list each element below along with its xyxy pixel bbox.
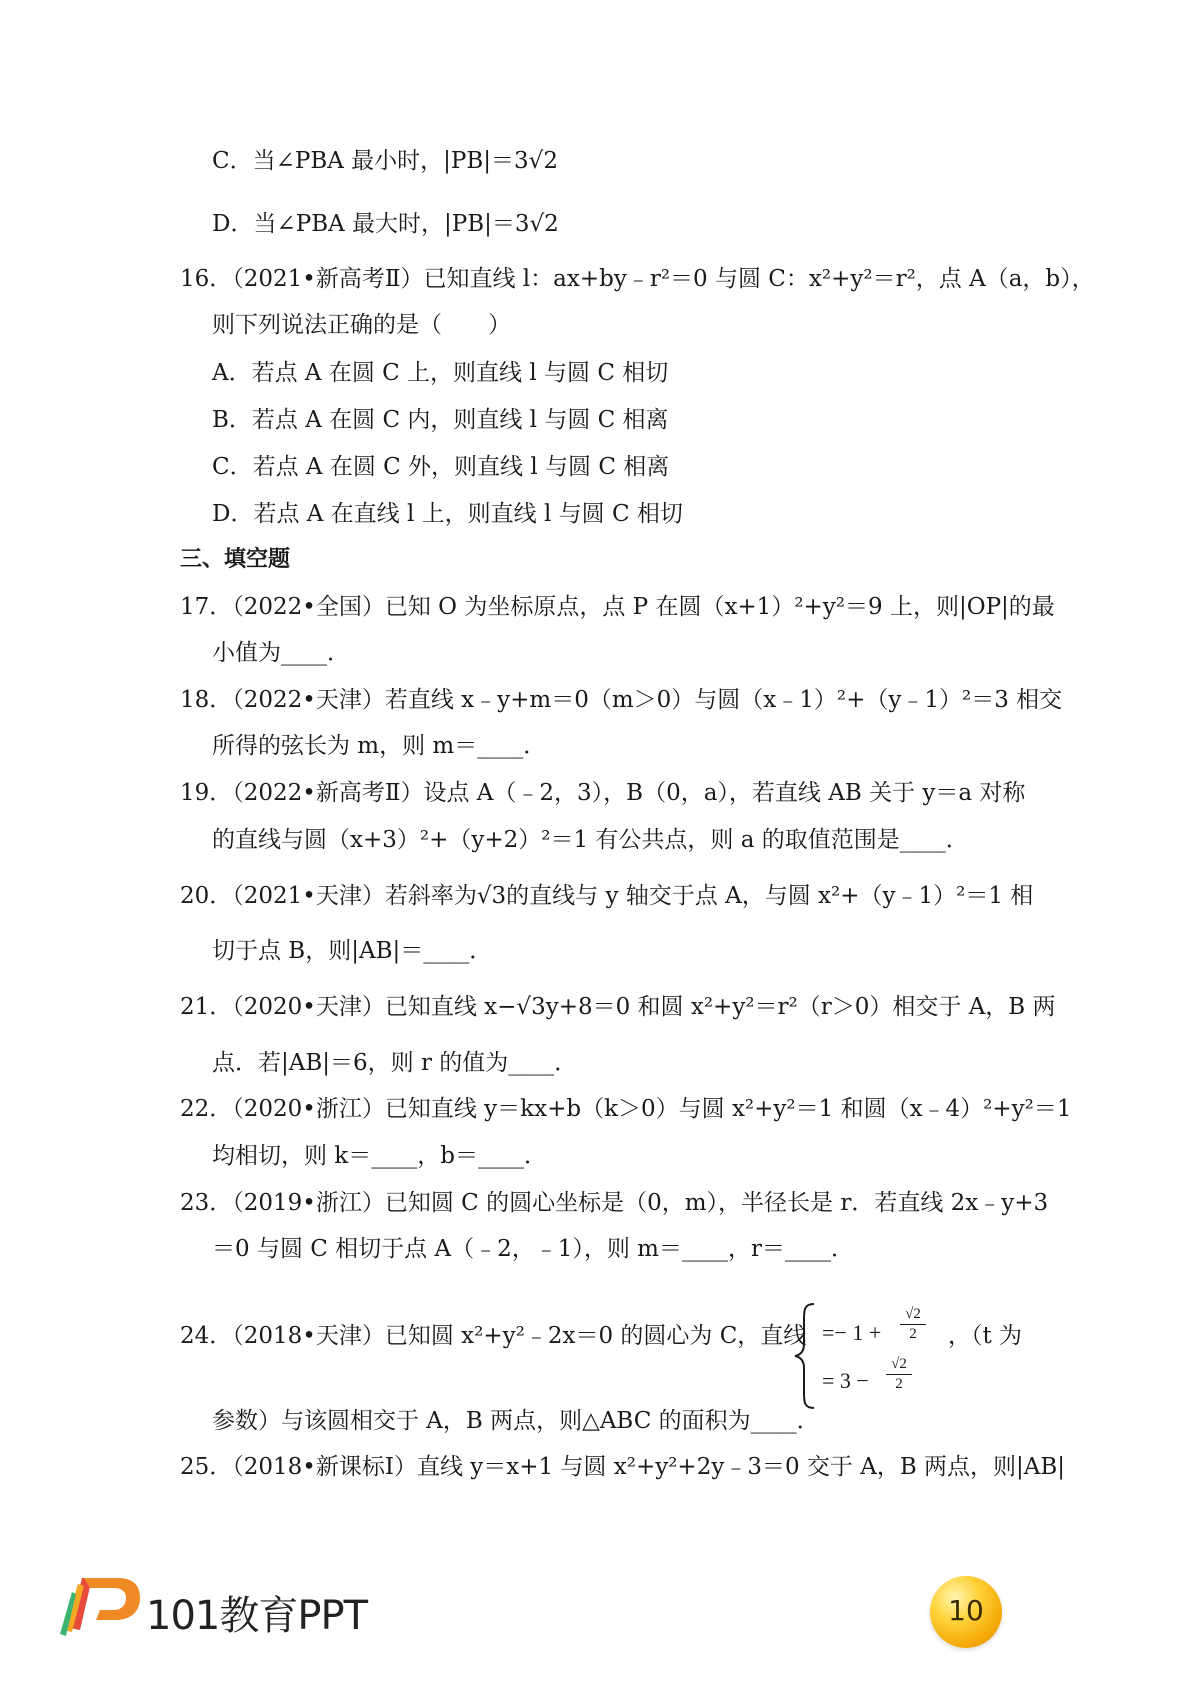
text-line: 小值为____．: [212, 640, 350, 666]
text-line: 的直线与圆（x+3）²+（y+2）²＝1 有公共点，则 a 的取值范围是____．: [212, 827, 969, 853]
fraction-1-numerator: √2: [905, 1306, 921, 1322]
brand-name: 101教育PPT: [146, 1593, 368, 1639]
text-line: 17．（2022•全国）已知 O 为坐标原点，点 P 在圆（x+1）²+y²＝9 上，则|OP|的最: [180, 594, 1055, 620]
text-line: 点．若|AB|＝6，则 r 的值为____．: [212, 1050, 578, 1076]
text-line: 21．（2020•天津）已知直线 x−√3y+8＝0 和圆 x²+y²＝r²（r＞0）相交于 A，B 两: [180, 994, 1056, 1020]
fraction-2-numerator: √2: [891, 1356, 907, 1372]
text-line: 则下列说法正确的是（ ）: [212, 312, 511, 338]
equation-row-2: = 3 −: [822, 1368, 869, 1393]
text-line: 22．（2020•浙江）已知直线 y＝kx+b（k＞0）与圆 x²+y²＝1 和圆（x﹣4）²+y²＝1: [180, 1096, 1072, 1122]
text-line: ，（t 为: [948, 1323, 1023, 1349]
logo-p-icon: [60, 1570, 140, 1640]
text-line: 20．（2021•天津）若斜率为√3的直线与 y 轴交于点 A，与圆 x²+（y﹣1）²＝1 相: [180, 883, 1034, 909]
text-line: B．若点 A 在圆 C 内，则直线 l 与圆 C 相离: [212, 407, 669, 433]
text-line: 24．（2018•天津）已知圆 x²+y²﹣2x＝0 的圆心为 C，直线: [180, 1323, 807, 1349]
fraction-2-denominator: 2: [895, 1376, 903, 1392]
text-line: 23．（2019•浙江）已知圆 C 的圆心坐标是（0，m），半径长是 r．若直线 2x﹣y+3: [180, 1190, 1049, 1216]
text-line: D．若点 A 在直线 l 上，则直线 l 与圆 C 相切: [212, 501, 683, 527]
text-line: ＝0 与圆 C 相切于点 A（﹣2，﹣1），则 m＝____，r＝____．: [212, 1236, 854, 1262]
text-line: C．当∠PBA 最小时，|PB|＝3√2: [212, 148, 558, 174]
parametric-equation-system: [792, 1300, 942, 1412]
text-line: 25．（2018•新课标Ⅰ）直线 y＝x+1 与圆 x²+y²+2y﹣3＝0 交于 A，B 两点，则|AB|: [180, 1454, 1066, 1480]
text-line: 均相切，则 k＝____，b＝____．: [212, 1143, 547, 1169]
text-line: 18．（2022•天津）若直线 x﹣y+m＝0（m＞0）与圆（x﹣1）²+（y﹣1）²＝3 相交: [180, 687, 1063, 713]
text-line: 19．（2022•新高考Ⅱ）设点 A（﹣2，3），B（0，a），若直线 AB 关于 y＝a 对称: [180, 780, 1026, 806]
text-line: D．当∠PBA 最大时，|PB|＝3√2: [212, 211, 559, 237]
fraction-1: [900, 1306, 926, 1343]
text-line: C．若点 A 在圆 C 外，则直线 l 与圆 C 相离: [212, 454, 670, 480]
fraction-2: [886, 1356, 912, 1393]
page-number-badge: [930, 1576, 1002, 1648]
text-line: 16．（2021•新高考Ⅱ）已知直线 l：ax+by﹣r²＝0 与圆 C：x²+y²＝r²，点 A（a，b），: [180, 266, 1095, 292]
fraction-1-denominator: 2: [909, 1326, 917, 1342]
equation-row-1: =− 1 +: [822, 1320, 882, 1345]
text-line: 参数）与该圆相交于 A，B 两点，则△ABC 的面积为____．: [212, 1408, 820, 1434]
section-heading: 三、填空题: [180, 547, 291, 572]
left-brace: [792, 1300, 820, 1412]
page-number: 10: [948, 1594, 984, 1627]
text-line: A．若点 A 在圆 C 上，则直线 l 与圆 C 相切: [212, 360, 669, 386]
text-line: 切于点 B，则|AB|＝____．: [212, 938, 493, 964]
text-line: 所得的弦长为 m，则 m＝____．: [212, 733, 547, 759]
